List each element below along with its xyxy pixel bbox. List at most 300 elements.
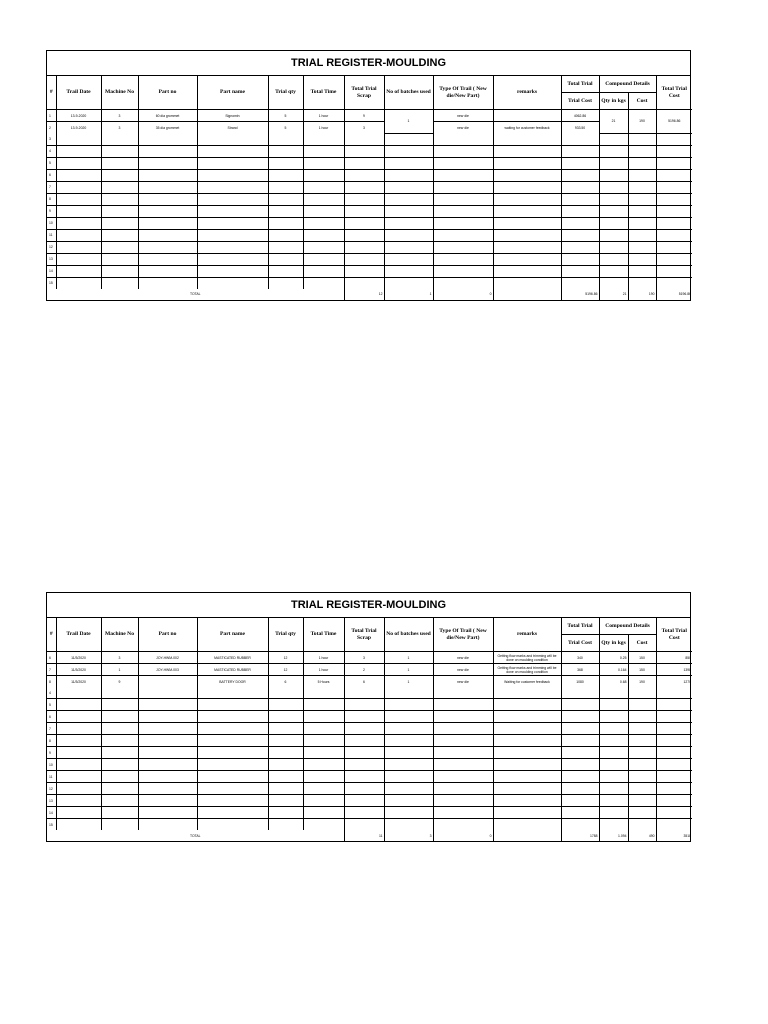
cell-empty: [344, 157, 384, 169]
cell-empty: [433, 687, 493, 699]
cell-cost: 150: [628, 652, 656, 664]
cell-sno: 5: [47, 699, 56, 711]
cell-type: new die: [433, 122, 493, 134]
table-row-empty: [47, 819, 692, 831]
cell-empty: [268, 783, 303, 795]
cell-empty: [56, 795, 101, 807]
col-header-trail-date: Trail Date: [56, 618, 101, 652]
cell-empty: [561, 205, 599, 217]
cell-cost: 150: [628, 664, 656, 676]
cell-empty: [101, 795, 138, 807]
col-header-sno: #: [47, 618, 56, 652]
cell-empty: [138, 217, 197, 229]
cell-empty: [344, 699, 384, 711]
cell-empty: [628, 699, 656, 711]
cell-empty: [628, 277, 656, 289]
cell-empty: [656, 157, 692, 169]
cell-empty: [384, 759, 433, 771]
cell-empty: [197, 771, 268, 783]
cell-sno: 6: [47, 711, 56, 723]
cell-empty: [384, 277, 433, 289]
cell-empty: [384, 169, 433, 181]
cell-empty: [656, 699, 692, 711]
cell-empty: [344, 217, 384, 229]
cell-empty: [628, 783, 656, 795]
cell-empty: [344, 133, 384, 145]
cell-empty: [197, 217, 268, 229]
cell-empty: [656, 253, 692, 265]
cell-scrap: 2: [344, 664, 384, 676]
col-header-type-of-trail: Type Of Trail ( New die/New Part): [433, 618, 493, 652]
cell-sno: 9: [47, 205, 56, 217]
cell-empty: [56, 145, 101, 157]
cell-empty: [344, 277, 384, 289]
cell-machine: 9: [101, 676, 138, 688]
cell-empty: [303, 157, 344, 169]
cell-date: 13-9-2020: [56, 110, 101, 122]
cell-sno: 9: [47, 747, 56, 759]
cell-empty: [433, 157, 493, 169]
cell-empty: [433, 169, 493, 181]
cell-empty: [561, 241, 599, 253]
cell-empty: [384, 205, 433, 217]
cell-empty: [197, 783, 268, 795]
cell-empty: [344, 747, 384, 759]
cell-empty: [303, 241, 344, 253]
cell-empty: [303, 229, 344, 241]
cell-sno: 8: [47, 676, 56, 688]
cell-empty: [433, 711, 493, 723]
cell-empty: [303, 699, 344, 711]
col-header-sno: #: [47, 76, 56, 110]
cell-qty-kgs: 0.25: [599, 652, 628, 664]
cell-empty: [344, 265, 384, 277]
cell-empty: [656, 735, 692, 747]
cell-empty: [197, 795, 268, 807]
cell-empty: [138, 795, 197, 807]
cell-empty: [384, 253, 433, 265]
cell-empty: [344, 783, 384, 795]
cell-empty: [561, 735, 599, 747]
cell-sno: 8: [47, 193, 56, 205]
total-qty-kgs: 1.094: [599, 830, 628, 841]
cell-sno: 1: [47, 110, 56, 122]
cell-empty: [656, 759, 692, 771]
cell-sno: 2: [47, 122, 56, 134]
total-remarks: [493, 289, 561, 300]
cell-empty: [303, 181, 344, 193]
cell-machine: 3: [101, 652, 138, 664]
cell-empty: [56, 735, 101, 747]
cell-sno: 7: [47, 664, 56, 676]
cell-empty: [101, 783, 138, 795]
cell-sno: 3: [47, 133, 56, 145]
cell-empty: [656, 807, 692, 819]
cell-empty: [561, 783, 599, 795]
cell-empty: [599, 229, 628, 241]
cell-empty: [493, 181, 561, 193]
table-row-empty: [47, 181, 692, 193]
cell-empty: [628, 759, 656, 771]
cell-empty: [197, 723, 268, 735]
cell-empty: [138, 747, 197, 759]
cell-empty: [268, 265, 303, 277]
col-header-total-trial-cost: Total Trial Cost: [656, 76, 692, 110]
table-row-empty: [47, 265, 692, 277]
cell-empty: [628, 181, 656, 193]
col-header-total-time: Total Time: [303, 76, 344, 110]
cell-empty: [138, 181, 197, 193]
cell-empty: [101, 735, 138, 747]
cell-sno: 10: [47, 217, 56, 229]
cell-empty: [101, 771, 138, 783]
cell-date: 11/3/2020: [56, 676, 101, 688]
cell-empty: [197, 181, 268, 193]
cell-empty: [101, 819, 138, 831]
cell-empty: [56, 277, 101, 289]
cell-empty: [599, 807, 628, 819]
col-header-remarks: remarks: [493, 618, 561, 652]
cell-empty: [197, 229, 268, 241]
cell-empty: [384, 783, 433, 795]
cell-empty: [493, 193, 561, 205]
cell-empty: [433, 795, 493, 807]
cell-empty: [138, 157, 197, 169]
cell-empty: [138, 687, 197, 699]
cell-empty: [433, 819, 493, 831]
cell-empty: [599, 699, 628, 711]
cell-empty: [197, 241, 268, 253]
cell-qty: 5: [268, 122, 303, 134]
cell-empty: [268, 181, 303, 193]
cell-empty: [197, 157, 268, 169]
cell-empty: [56, 819, 101, 831]
cell-sno: 4: [47, 687, 56, 699]
cell-empty: [101, 133, 138, 145]
table-row-empty: [47, 759, 692, 771]
cell-empty: [197, 687, 268, 699]
cell-empty: [599, 735, 628, 747]
table-row-empty: [47, 253, 692, 265]
cell-empty: [344, 771, 384, 783]
cell-empty: [56, 783, 101, 795]
cell-sno: 4: [47, 145, 56, 157]
total-qty-kgs: 21: [599, 289, 628, 300]
cell-empty: [268, 807, 303, 819]
cell-sno: 13: [47, 253, 56, 265]
cell-empty: [599, 711, 628, 723]
cell-empty: [561, 759, 599, 771]
cell-qty: 12: [268, 664, 303, 676]
cell-empty: [138, 711, 197, 723]
cell-empty: [138, 759, 197, 771]
empty-rows: [47, 687, 692, 830]
col-header-compound-details: Compound Details: [599, 618, 656, 635]
cell-empty: [268, 229, 303, 241]
cell-empty: [493, 169, 561, 181]
table-row-empty: [47, 217, 692, 229]
cell-empty: [433, 193, 493, 205]
col-header-machine-no: Machine No: [101, 76, 138, 110]
cell-empty: [344, 819, 384, 831]
cell-time: 1 hour: [303, 110, 344, 122]
cell-empty: [344, 795, 384, 807]
total-total-cost: 3518: [683, 833, 692, 838]
table-row-empty: [47, 205, 692, 217]
table-row-empty: [47, 771, 692, 783]
cell-empty: [628, 217, 656, 229]
cell-date: 11/3/2020: [56, 652, 101, 664]
cell-batches: 1: [384, 676, 433, 688]
cell-empty: [433, 699, 493, 711]
table-row: [47, 676, 692, 688]
cell-empty: [268, 771, 303, 783]
col-header-machine-no: Machine No: [101, 618, 138, 652]
cell-empty: [138, 169, 197, 181]
cell-empty: [197, 711, 268, 723]
cell-empty: [493, 723, 561, 735]
cell-remarks: Waiting for customer feedback: [493, 676, 561, 688]
cell-qty: 12: [268, 652, 303, 664]
cell-date: 13-9-2020: [56, 122, 101, 134]
cell-empty: [56, 241, 101, 253]
cell-empty: [561, 723, 599, 735]
data-rows: [47, 652, 692, 688]
cell-sno: 15: [47, 819, 56, 831]
register-title: TRIAL REGISTER-MOULDING: [47, 593, 690, 618]
cell-empty: [56, 711, 101, 723]
cell-empty: [56, 759, 101, 771]
cell-total-cost: 5196.86: [656, 110, 692, 134]
totals-row: [47, 289, 692, 300]
cell-empty: [656, 265, 692, 277]
cell-empty: [101, 145, 138, 157]
cell-empty: [656, 241, 692, 253]
col-header-part-name: Part name: [197, 618, 268, 652]
cell-empty: [656, 723, 692, 735]
cell-empty: [197, 193, 268, 205]
cell-empty: [493, 253, 561, 265]
cell-total-cost: 850: [656, 652, 692, 664]
cell-empty: [493, 699, 561, 711]
cell-scrap: 9: [344, 110, 384, 122]
cell-empty: [628, 241, 656, 253]
cell-empty: [384, 735, 433, 747]
cell-empty: [433, 133, 493, 145]
register-table: [47, 618, 692, 841]
cell-empty: [433, 723, 493, 735]
cell-empty: [344, 205, 384, 217]
cell-empty: [599, 253, 628, 265]
cell-empty: [268, 687, 303, 699]
cell-empty: [138, 783, 197, 795]
cell-empty: [138, 723, 197, 735]
cell-empty: [303, 807, 344, 819]
total-trial-cost: 5196.86: [561, 289, 599, 300]
cell-empty: [493, 229, 561, 241]
cell-empty: [138, 205, 197, 217]
cell-empty: [344, 723, 384, 735]
cell-empty: [56, 699, 101, 711]
cell-total-cost: 1270: [656, 676, 692, 688]
cell-empty: [268, 759, 303, 771]
register-table: [47, 76, 692, 300]
cell-empty: [561, 157, 599, 169]
cell-empty: [493, 217, 561, 229]
col-header-trial-cost: Trial Cost: [561, 93, 599, 110]
cell-empty: [138, 699, 197, 711]
cell-sno: 14: [47, 807, 56, 819]
cell-empty: [628, 723, 656, 735]
cell-empty: [493, 783, 561, 795]
cell-empty: [197, 205, 268, 217]
trial-register-2: [46, 592, 691, 842]
cell-empty: [493, 807, 561, 819]
col-header-part-no: Part no: [138, 618, 197, 652]
cell-qty: 5: [268, 110, 303, 122]
cell-time: 1 hour: [303, 122, 344, 134]
cell-remarks: [493, 110, 561, 122]
cell-empty: [268, 277, 303, 289]
cell-batches: 1: [384, 110, 433, 134]
cell-empty: [56, 193, 101, 205]
cell-type: new die: [433, 110, 493, 122]
cell-empty: [268, 711, 303, 723]
cell-sno: 6: [47, 652, 56, 664]
col-header-remarks: remarks: [493, 76, 561, 110]
cell-empty: [197, 253, 268, 265]
cell-empty: [303, 747, 344, 759]
cell-empty: [561, 145, 599, 157]
table-row-empty: [47, 747, 692, 759]
cell-empty: [561, 687, 599, 699]
cell-batches: 1: [384, 652, 433, 664]
cell-empty: [433, 253, 493, 265]
cell-empty: [138, 241, 197, 253]
cell-empty: [561, 711, 599, 723]
cell-empty: [303, 253, 344, 265]
cell-empty: [599, 193, 628, 205]
cell-empty: [656, 277, 692, 289]
table-row-empty: [47, 699, 692, 711]
cell-empty: [101, 265, 138, 277]
cell-empty: [561, 169, 599, 181]
cell-empty: [656, 795, 692, 807]
cell-empty: [56, 133, 101, 145]
cell-empty: [197, 747, 268, 759]
cell-empty: [101, 807, 138, 819]
cell-empty: [433, 735, 493, 747]
cell-empty: [101, 277, 138, 289]
cell-remarks: Getting flow marks and trimming will be done on moulding condition: [493, 664, 561, 676]
cell-empty: [197, 277, 268, 289]
table-row-empty: [47, 783, 692, 795]
cell-empty: [344, 807, 384, 819]
cell-empty: [599, 795, 628, 807]
cell-empty: [656, 205, 692, 217]
total-scrap: 11: [344, 830, 384, 841]
cell-sno: 15: [47, 277, 56, 289]
cell-empty: [344, 145, 384, 157]
cell-empty: [384, 687, 433, 699]
cell-batches: 1: [384, 664, 433, 676]
cell-sno: 6: [47, 169, 56, 181]
cell-scrap: 3: [344, 652, 384, 664]
cell-empty: [384, 819, 433, 831]
cell-empty: [656, 217, 692, 229]
cell-empty: [599, 133, 628, 145]
cell-empty: [56, 169, 101, 181]
cell-empty: [197, 819, 268, 831]
cell-empty: [197, 145, 268, 157]
cell-empty: [138, 771, 197, 783]
cell-empty: [138, 819, 197, 831]
cell-empty: [493, 795, 561, 807]
cell-empty: [303, 711, 344, 723]
cell-empty: [656, 145, 692, 157]
cell-empty: [628, 747, 656, 759]
cell-empty: [384, 193, 433, 205]
cell-empty: [561, 747, 599, 759]
cell-empty: [384, 265, 433, 277]
cell-sno: 11: [47, 771, 56, 783]
cell-empty: [101, 193, 138, 205]
cell-machine: 3: [101, 122, 138, 134]
col-header-total-trial-cost: Total Trial Cost: [656, 618, 692, 652]
cell-empty: [138, 265, 197, 277]
cell-empty: [561, 229, 599, 241]
cell-empty: [493, 747, 561, 759]
cell-empty: [197, 133, 268, 145]
cell-empty: [303, 277, 344, 289]
cell-empty: [344, 687, 384, 699]
table-row-empty: [47, 145, 692, 157]
cell-empty: [138, 193, 197, 205]
cell-trial-cost: 340: [561, 652, 599, 664]
cell-empty: [599, 181, 628, 193]
cell-time: 1 hour: [303, 652, 344, 664]
cell-empty: [493, 759, 561, 771]
cell-type: new die: [433, 652, 493, 664]
cell-empty: [197, 759, 268, 771]
cell-empty: [599, 145, 628, 157]
cell-empty: [56, 265, 101, 277]
cell-part-no: 60 dia grommet: [138, 110, 197, 122]
cell-empty: [628, 253, 656, 265]
cell-empty: [384, 157, 433, 169]
cell-sno: 13: [47, 795, 56, 807]
total-remarks: [493, 830, 561, 841]
cell-sno: 5: [47, 157, 56, 169]
total-type: 0: [433, 289, 493, 300]
col-header-qty-in-kgs: Qty in kgs: [599, 93, 628, 110]
cell-empty: [599, 169, 628, 181]
col-header-total-trial-scrap: Total Trial Scrap: [344, 618, 384, 652]
cell-empty: [384, 241, 433, 253]
cell-empty: [384, 795, 433, 807]
cell-empty: [433, 771, 493, 783]
cell-empty: [561, 253, 599, 265]
totals-row: [47, 830, 692, 841]
cell-empty: [268, 735, 303, 747]
cell-empty: [656, 229, 692, 241]
total-total-cost: 5196.86: [678, 292, 692, 296]
table-row-empty: [47, 277, 692, 289]
cell-empty: [303, 205, 344, 217]
cell-empty: [101, 241, 138, 253]
cell-empty: [433, 747, 493, 759]
table-row-empty: [47, 169, 692, 181]
